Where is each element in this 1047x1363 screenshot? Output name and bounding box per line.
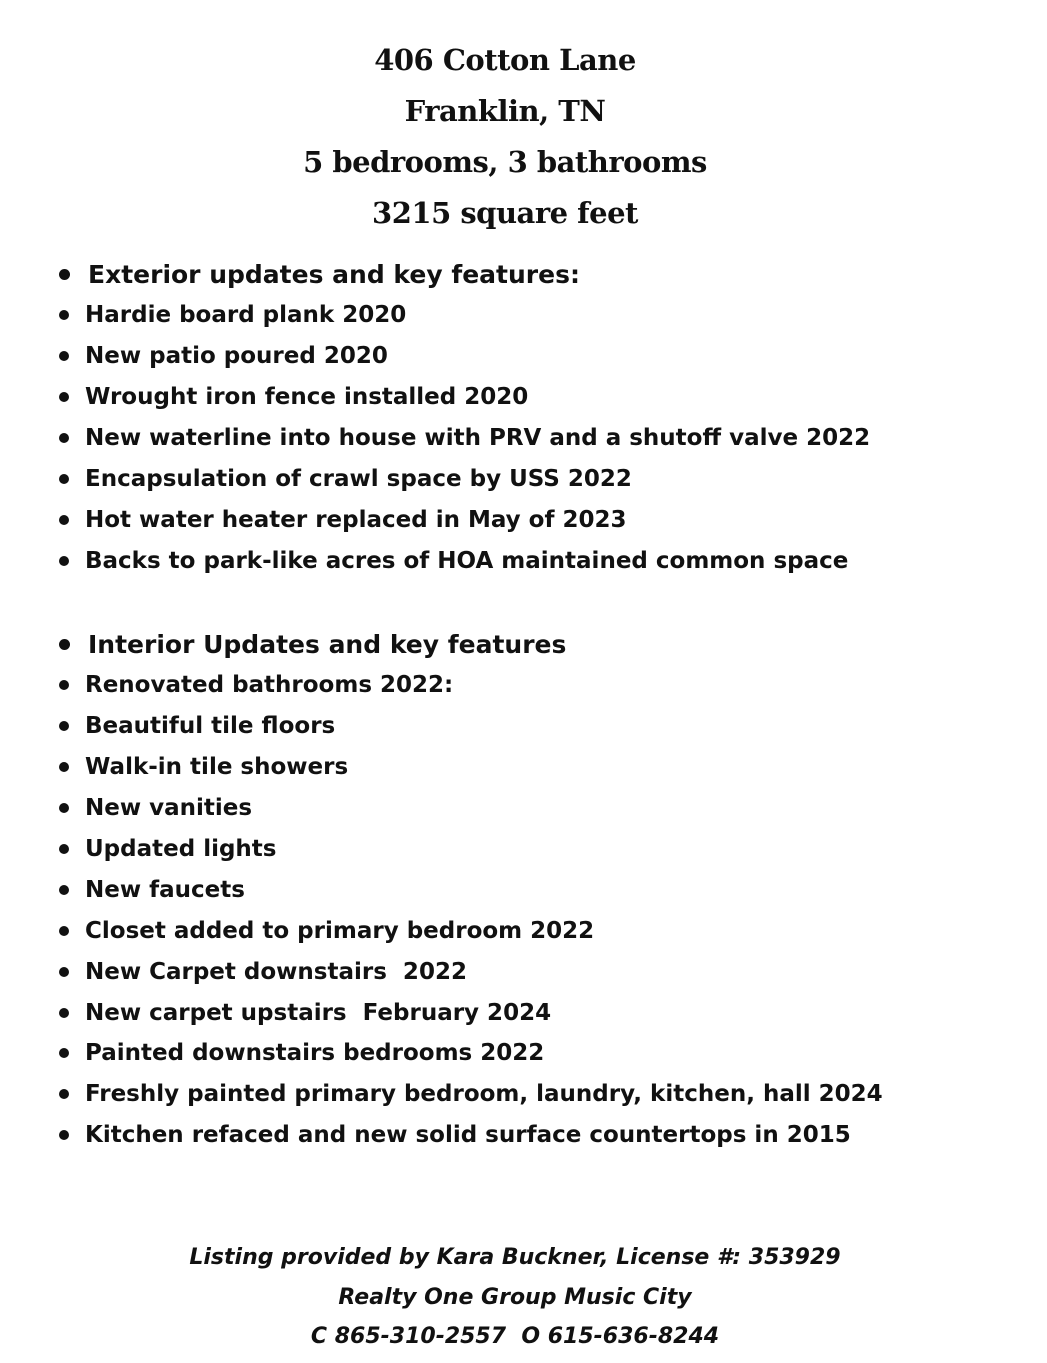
listing-agent: Listing provided by Kara Buckner, License #: 353929 [189, 1245, 841, 1270]
list-item [56, 295, 870, 336]
bullet-icon [59, 1048, 69, 1058]
list-item [56, 788, 883, 829]
list-item-text: New vanities [85, 795, 253, 822]
exterior-list [56, 295, 870, 581]
city-state: Franklin, TN [404, 94, 606, 128]
square-footage: 3215 square feet [372, 196, 638, 230]
list-item-text: Hot water heater replaced in May of 2023 [85, 506, 627, 533]
bullet-icon [59, 1089, 69, 1099]
bullet-icon [59, 351, 69, 361]
list-item [56, 747, 883, 788]
bullet-icon [59, 1130, 69, 1140]
list-item-text: Hardie board plank 2020 [85, 302, 407, 329]
list-item-text: New waterline into house with PRV and a shutoff valve 2022 [85, 425, 871, 452]
list-item-text: New patio poured 2020 [85, 343, 388, 370]
brokerage-name: Realty One Group Music City [338, 1284, 692, 1310]
bullet-icon [59, 269, 70, 280]
list-item [56, 459, 870, 500]
bullet-icon [59, 762, 69, 772]
bullet-icon [59, 556, 69, 566]
bullet-icon [59, 474, 69, 484]
interior-heading-text: Interior Updates and key features [88, 629, 567, 659]
list-item-text: Freshly painted primary bedroom, laundry, kitchen, hall 2024 [85, 1081, 883, 1108]
list-item [56, 336, 870, 377]
exterior-section [56, 254, 870, 581]
list-item [56, 1074, 883, 1115]
interior-section [56, 624, 883, 1156]
list-item [56, 1115, 883, 1156]
list-item [56, 665, 883, 706]
list-item-text: Renovated bathrooms 2022: [85, 672, 454, 699]
bullet-icon [59, 721, 69, 731]
list-item-text: Wrought iron fence installed 2020 [85, 384, 529, 411]
list-item [56, 910, 883, 951]
list-item [56, 951, 883, 992]
list-item [56, 869, 883, 910]
bullet-icon [59, 515, 69, 525]
bullet-icon [59, 1008, 69, 1018]
list-item-text: Updated lights [85, 836, 277, 862]
address-title: 406 Cotton Lane [374, 43, 636, 77]
listing-header [0, 38, 1010, 242]
bullet-icon [59, 803, 69, 813]
list-item-text: Kitchen refaced and new solid surface countertops in 2015 [85, 1122, 851, 1149]
bedrooms-bathrooms: 5 bedrooms, 3 bathrooms [303, 145, 707, 179]
list-item [56, 499, 870, 540]
bullet-icon [59, 885, 69, 895]
listing-footer [0, 1238, 1030, 1357]
list-item [56, 418, 870, 459]
bullet-icon [59, 433, 69, 443]
list-item-text: Closet added to primary bedroom 2022 [85, 917, 595, 944]
bullet-icon [59, 844, 69, 854]
interior-heading [56, 624, 883, 664]
list-item-text: Painted downstairs bedrooms 2022 [85, 1040, 545, 1067]
list-item-text: Backs to park-like acres of HOA maintained common space [85, 547, 849, 574]
list-item-text: New carpet upstairs February 2024 [85, 999, 552, 1026]
list-item [56, 540, 870, 581]
list-item [56, 377, 870, 418]
bullet-icon [59, 639, 70, 650]
list-item-text: Walk-in tile showers [85, 754, 349, 781]
list-item-text: Encapsulation of crawl space by USS 2022 [85, 466, 632, 492]
list-item [56, 706, 883, 747]
contact-phones: C 865-310-2557 O 615-636-8244 [310, 1324, 720, 1349]
list-item [56, 829, 883, 870]
list-item [56, 992, 883, 1033]
interior-list [56, 665, 883, 1156]
exterior-heading-text: Exterior updates and key features: [88, 259, 580, 289]
bullet-icon [59, 680, 69, 690]
bullet-icon [59, 310, 69, 320]
bullet-icon [59, 926, 69, 936]
list-item-text: New faucets [85, 876, 245, 903]
bullet-icon [59, 967, 69, 977]
list-item-text: Beautiful tile floors [85, 713, 336, 740]
list-item [56, 1033, 883, 1074]
list-item-text: New Carpet downstairs 2022 [85, 958, 467, 985]
exterior-heading [56, 254, 870, 294]
bullet-icon [59, 392, 69, 402]
